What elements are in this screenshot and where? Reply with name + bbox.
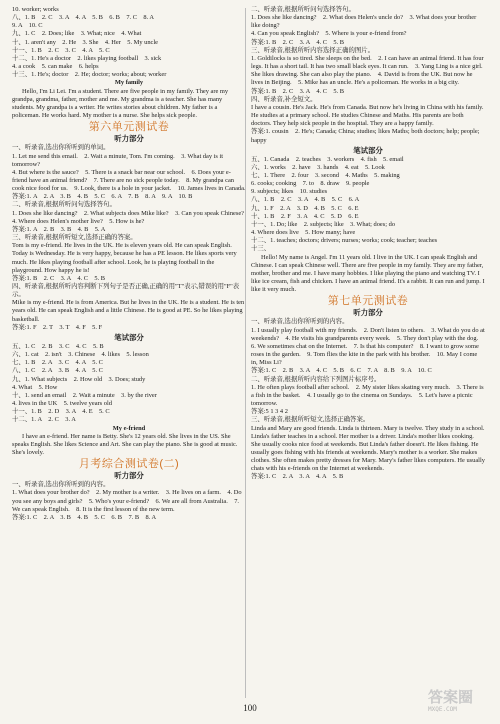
answer-line: 十三、1. He's; doctor 2. He; doctor; works; about; worker xyxy=(12,71,167,79)
part-heading: 笔试部分 xyxy=(114,332,144,342)
page-number: 100 xyxy=(243,703,257,713)
section-heading-text: 第七单元测试卷 xyxy=(327,295,409,308)
answer-line: 十一、1. Do; like 2. subjects; like 3. What; does; do xyxy=(251,220,396,228)
essay-title: My e-friend xyxy=(112,424,146,432)
section-heading xyxy=(12,458,246,470)
answer-line: 10. worker; works xyxy=(12,6,59,13)
answer-line: 6. cooks; cooking 7. to 8. draw 9. people xyxy=(251,180,370,188)
answer-line: 4. But where is the sauce? 5. There is a snack bar near our school. 6. Does your e-friend have an animal friend? 7. There are no sick people today. 8. My grandpa can cook nice food for us. 9. Look, there is a hole in your jacket. 10. James lives in Canada. xyxy=(12,168,246,193)
watermark-logo xyxy=(428,690,492,720)
answer-line: I have a cousin. He's Jack. He's from Canada. But now he's living in China with his family. He studies at a primary school. He studies Chinese and Maths. His parents are both doctors. They help sick people in the hospital. They are a happy family. xyxy=(251,103,484,128)
section-heading xyxy=(12,121,246,133)
answer-line: Tom is my e-friend. He lives in the UK. He is eleven years old. He can speak English. Today is Wednesday. He is very happy, because he has a PE lesson. He likes sports very much. He likes playing football after school. Look, he is playing football in the playground. How happy he is! xyxy=(12,242,237,274)
answer-line: Linda and Mary are good friends. Linda is thirteen. Mary is twelve. They study in a school. xyxy=(251,424,485,432)
answer-line: Mike is my e-friend. He is from America. But he lives in the UK. He is a student. He is ten years old. He can speak English and a little Chinese. He is good at PE. So he likes playing basketball. xyxy=(12,299,245,323)
answer-line: 答案:1. C 2. A 3. A 4. A 5. B xyxy=(251,473,344,481)
watermark-logo-text: 答案圈 xyxy=(428,689,474,706)
answer-line: 五、1. Canada 2. teaches 3. workers 4. fish 5. email xyxy=(251,155,404,163)
right-column xyxy=(251,6,485,482)
answer-line: 九、1. C 2. Does; like 3. What; nice 4. What xyxy=(12,30,142,38)
answer-line: 十二、1. teaches; doctors; drivers; nurses; works; cook; teacher; teaches xyxy=(251,237,438,245)
part-heading: 听力部分 xyxy=(114,471,144,481)
answer-line: 二、听录音,根据所听问句选择答句。 xyxy=(251,6,355,13)
answer-line: 十二、1. A 2. C 3. A xyxy=(12,416,76,424)
answer-line: 七、1. B 2. A 3. C 4. A 5. C xyxy=(12,359,103,367)
answer-line: 答案:5 1 3 4 2 xyxy=(251,408,288,416)
answer-line: 答案:1. C 2. A 3. B 4. B 5. C 6. B 7. B 8. A xyxy=(12,513,157,521)
answer-line: 9. A 10. C xyxy=(12,22,43,30)
answer-line: 1. Goldilocks is so tired. She sleeps on the bed. 2. I can have an animal friend. It has four legs. It has a short tail. It has two small black eyes. It can run. 3. Yang Ling is a nice girl. She likes drawing. She can also play the piano. 4. David is from the UK. But now he lives in Beijing. 5. Mike has an uncle. He's a policeman. He works in a big city. xyxy=(251,54,484,87)
part-heading: 笔试部分 xyxy=(353,145,383,155)
answer-line: 六、1. works 2. have 3. hands 4. eat 5. Look xyxy=(251,163,385,171)
answer-line: 三、听录音,根据所听短文,选择正确的答案。 xyxy=(12,234,137,242)
section-heading-text: 月考综合测试卷(二) xyxy=(78,458,180,471)
essay-title: My family xyxy=(114,79,144,87)
answer-line: 三、听录音,根据所听内容选择正确的图片。 xyxy=(251,46,375,54)
answer-line: 1. Let me send this email. 2. Wait a minute, Tom. I'm coming. 3. What day is it tomorrow? xyxy=(12,152,224,168)
watermark-url: MXQE.COM xyxy=(428,706,457,713)
answer-line: 四、听录音,补全短文。 xyxy=(251,95,317,103)
answer-line: 三、听录音,根据所听短文,选择正确答案。 xyxy=(251,416,370,424)
answer-line: 1. I usually play football with my friends. 2. Don't listen to others. 3. What do you do at weekends? 4. He visits his grandparents every week. 5. They don't play with the dog. 6. We sometimes chat on the Internet. 7. Is that his computer? 8. I want to grow some roses in the garden. 9. Tom flies the kite in the park with his brother. 10. May I come in, Miss Li? xyxy=(251,326,485,367)
answer-line: 4. Can you speak English? 5. Where is your e-friend from? xyxy=(251,30,407,38)
left-column xyxy=(12,6,251,522)
answer-line: 二、听录音,根据所听内容给下列图片标序号。 xyxy=(251,375,381,383)
answer-line: 答案:1. B 2. C 3. A 4. C 5. B xyxy=(251,38,345,46)
answer-line: 十一、1. B 2. C 3. C 4. A 5. C xyxy=(12,46,110,54)
answer-line: 1. What does your brother do? 2. My mother is a writer. 3. He lives on a farm. 4. Do you see any boys and girls? 5. Who's your e-friend? 6. We are all from Australia. 7. We can speak English. 8. It is the first lesson of the new term. xyxy=(12,489,242,513)
answer-line: 五、1. C 2. B 3. C 4. C 5. B xyxy=(12,342,104,350)
answer-line: 4. What 5. How xyxy=(12,383,58,391)
part-heading: 听力部分 xyxy=(114,134,144,144)
section-heading xyxy=(251,295,485,307)
answer-line: 答案:1. F 2. T 3. T 4. F 5. F xyxy=(12,323,103,331)
answer-line: 1. He often plays football after school. 2. My sister likes skating very much. 3. There is a fish in the basket. 4. I usually go to the cinema on Sundays. 5. Let's have a picnic tomorrow. xyxy=(251,383,484,408)
answer-line: 九、1. F 2. A 3. D 4. B 5. C 6. E xyxy=(251,204,359,212)
answer-line: 4. lives in the UK 5. twelve years old xyxy=(12,400,112,408)
answer-line: 一、听录音,选出你所听到的内容。 xyxy=(12,481,110,489)
answer-line: 1. Does she like dancing? 2. What subjects does Mike like? 3. Can you speak Chinese? 4. Where does Helen's mother live? 5. How is he? xyxy=(12,209,251,225)
answer-line: 1. Does she like dancing? 2. What does Helen's uncle do? 3. What does your brother like doing? xyxy=(251,14,477,30)
answer-line: 9. subjects; likes 10. studies xyxy=(251,188,328,196)
answer-line: Linda's father teaches in a school. Her mother is a driver. Linda's mother likes cooking. She usually cooks nice food at weekends. But Linda's father doesn't. He likes fishing. He usually goes fishing with his friends at weekends. Mary's mother is a worker. She makes clothes. She often makes pretty dresses for Mary. Mary's father likes computers. He usually chats with his e-friends on the Internet at weekends. xyxy=(251,432,485,473)
answer-line: 答案:1. A 2. A 3. B 4. B 5. C 6. A 7. B 8. A 9. A 10. B xyxy=(12,193,193,201)
essay-paragraph: Hello, I'm Li Lei. I'm a student. There are five people in my family. They are my grandpa, grandma, father, mother and me. My grandma is a teacher. She has many students. My grandpa is a writer. He writes stories about children. My father is a policeman. He works hard. My mother is a nurse. She helps sick people. xyxy=(12,87,229,120)
column-divider xyxy=(245,8,246,698)
answer-line: 八、1. C 2. A 3. B 4. A 5. C xyxy=(12,367,103,375)
answer-line: 十一、1. B 2. D 3. A 4. E 5. C xyxy=(12,408,110,416)
answer-line: 八、1. B 2. C 3. A 4. A 5. B 6. B 7. C 8. A xyxy=(12,14,155,22)
answer-line: 答案:1. B 2. C 3. A 4. C 5. B xyxy=(12,274,106,282)
answer-line: 六、1. cat 2. isn't 3. Chinese 4. likes 5. lesson xyxy=(12,351,149,359)
answer-line: 七、1. There 2. four 3. second 4. Maths 5. making xyxy=(251,171,400,179)
answer-line: 十三、 xyxy=(251,245,271,253)
answer-line: 答案:1. B 2. C 3. A 4. C 5. B xyxy=(251,87,345,95)
answer-line: 一、听录音,选出你所听到的单词。 xyxy=(12,144,110,152)
answer-line: 九、1. What subjects 2. How old 3. Does; study xyxy=(12,375,146,383)
essay-paragraph: Hello! My name is Angel. I'm 11 years old. I live in the UK. I can speak English and Chinese. I can speak Chinese well. There are five people in my family. They are my father, mother, brother and me. I have many hobbies. I like playing the piano and watching TV. I like ice cream, fish and chicken. I have an animal friend. It's a rabbit. It can run and jump. I like it very much. xyxy=(251,253,485,294)
answer-line: 答案:1. A 2. B 3. B 4. B 5. A xyxy=(12,225,106,233)
answer-line: 十、1. B 2. F 3. A 4. C 5. D 6. E xyxy=(251,212,359,220)
answer-line: 十、1. aren't any 2. He 3. She 4. Her 5. My uncle xyxy=(12,38,158,46)
essay-paragraph: I have an e-friend. Her name is Betty. She's 12 years old. She lives in the US. She speaks English. She likes Science and Art. She can play the piano. She is good at music. She's lovely. xyxy=(12,432,238,456)
answer-line: 十、1. send an email 2. Wait a minute 3. by the river xyxy=(12,391,157,399)
answer-line: 十二、1. He's a doctor 2. likes playing football 3. sick xyxy=(12,54,162,62)
part-heading: 听力部分 xyxy=(353,308,383,318)
answer-line: 二、听录音,根据所听问句选择答句。 xyxy=(12,201,116,209)
answer-line: 答案:1. C 2. B 3. A 4. C 5. B 6. C 7. A 8. B 9. A 10. C xyxy=(251,367,432,375)
section-heading-text: 第六单元测试卷 xyxy=(88,121,170,134)
answer-line: 四、听录音,根据所听内容判断下列句子是否正确,正确的用"T"表示,错误的用"F"表示。 xyxy=(12,283,240,299)
answer-line: 4. a cook 5. can make 6. helps xyxy=(12,63,99,71)
answer-line: 一、听录音,选出你所听到的内容。 xyxy=(251,318,349,326)
answer-line: 八、1. B 2. C 3. A 4. B 5. C 6. A xyxy=(251,196,360,204)
answer-line: 4. Where does live 5. How many; have xyxy=(251,229,356,237)
answer-line: 答案:1. cousin 2. He's; Canada; China; studies; likes Maths; both doctors; help; people; happy xyxy=(251,128,480,144)
